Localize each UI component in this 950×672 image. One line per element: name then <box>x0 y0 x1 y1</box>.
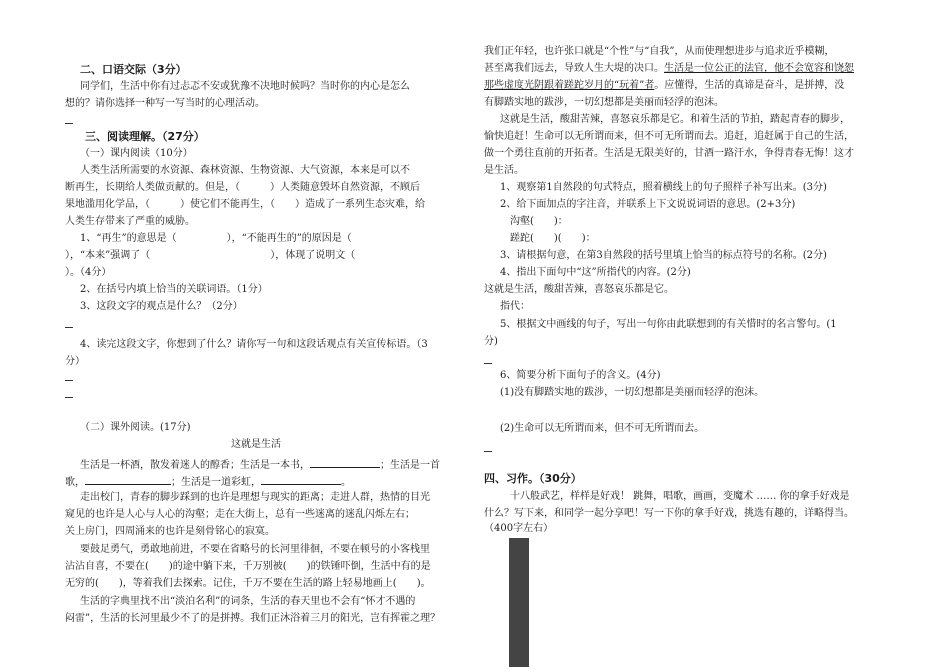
r-line-6: 愉快追赶！生命可以无所谓而来，但不可无所谓而去。追赶，追赶属于自己的生活， <box>484 131 854 142</box>
rq4-sentence: 这就是生活，酸甜苦辣，喜怒哀乐都是它。 <box>484 284 674 295</box>
rq6: 6、简要分析下面句子的含义。(4分) <box>500 370 661 381</box>
r-line-5: 这就是生活，酸甜苦辣，喜怒哀乐都是它。和着生活的节拍，踏起青春的脚步， <box>500 114 850 125</box>
rq1: 1、观察第1自然段的句式特点，照着横线上的句子照样子补写出来。(3分) <box>500 182 827 193</box>
rq5-line-2: 分) <box>484 336 498 347</box>
passage-1-title: （一）课内阅读（10分） <box>80 148 193 159</box>
s4-line-2: 什么？写下来，和同学一起分享吧！写一下你的拿手好戏，挑选有趣的，详略得当。 <box>484 508 854 519</box>
s4-line-3: （400字左右） <box>484 523 554 534</box>
answer-mark <box>65 397 73 398</box>
rq4-answer-label: 指代： <box>500 301 530 312</box>
grid-row <box>510 619 529 635</box>
p2-line-5: 关上房门，四周涌来的也许是刻骨铭心的寂寞。 <box>65 526 275 537</box>
answer-mark <box>65 380 73 381</box>
grid-cell[interactable] <box>528 539 529 555</box>
rq6a: (1)没有脚踏实地的跋涉，一切幻想都是美丽而轻浮的泡沫。 <box>500 387 765 398</box>
q4-line-1: 4、读完这段文字，你想到了什么？请你写一句和这段话观点有关宣传标语。（3 <box>80 339 428 350</box>
rq2: 2、给下面加点的字注音，并联系上下文说说词语的意思。(2+3分) <box>500 199 796 210</box>
p1-line-3: 果地滥用化学品，（ ）使它们不能再生，（ ）造成了一系列生态灾难，给 <box>65 199 425 210</box>
p2-line-8: 无穷的( )，等着我们去探索。记住，千万不要在生活的路上轻易地画上( )。 <box>65 578 431 589</box>
rq5-line-1: 5、根据文中画线的句子，写出一句你由此联想到的有关惜时的名言警句。(1 <box>500 319 837 330</box>
grid-cell[interactable] <box>528 571 529 587</box>
grid-cell[interactable] <box>528 619 529 635</box>
grid-row <box>510 587 529 603</box>
underlined-sentence: 生活是一位公正的法官，他不会宽容和饶恕 <box>664 63 854 74</box>
s2-line-1: 同学们，生活中你有过忐忑不安或犹豫不决地时候吗？当时你的内心是怎么 <box>80 81 410 92</box>
section-3-title: 三、阅读理解。（27分） <box>85 130 205 143</box>
answer-mark <box>484 451 492 452</box>
p1-line-4: 人类生存带来了严重的威胁。 <box>65 216 195 227</box>
grid-row <box>510 539 529 555</box>
grid-row <box>510 635 529 651</box>
grid-cell[interactable] <box>528 635 529 651</box>
rq4: 4、指出下面句中“这”所指代的内容。(2分) <box>500 267 691 278</box>
q1-line-2: ），“本来”强调了（ ），体现了说明文（ <box>65 250 356 261</box>
section-4-title: 四、习作。（30分） <box>484 472 582 485</box>
grid-row <box>510 603 529 619</box>
grid-cell[interactable] <box>528 587 529 603</box>
p1-line-2: 断再生，长期给人类做贡献的。但是，（ ）人类随意毁坏自然资源，不顾后 <box>65 182 420 193</box>
q2: 2、在括号内填上恰当的关联词语。（1分） <box>80 284 268 295</box>
grid-row <box>510 555 529 571</box>
passage-2-title: （二）课外阅读。(17分) <box>80 422 191 433</box>
grid-cell[interactable] <box>528 603 529 619</box>
rq3: 3、请根据句意，在第3自然段的括号里填上恰当的标点符号的名称。(2分) <box>500 250 827 261</box>
p2-line-2: 歌， ；生活是一道彩虹， 。 <box>65 473 351 490</box>
grid-cell[interactable] <box>528 555 529 571</box>
q4-line-2: 分） <box>65 356 85 367</box>
grid-row <box>510 651 529 667</box>
p2-line-7: 沾沾自喜，不要在( )的途中躺下来，千万别被( )的铁锤吓倒，生活中有的是 <box>65 561 431 572</box>
s4-line-1: 十八般武艺，样样是好戏！ 跳舞，唱歌，画画，变魔术 …… 你的拿手好戏是 <box>510 491 850 502</box>
answer-mark <box>484 363 492 364</box>
p2-line-1: 生活是一杯酒，散发着迷人的醇香；生活是一本书， ；生活是一首 <box>80 456 440 473</box>
rq2a: 沟壑( )： <box>510 216 568 227</box>
rq6b: (2)生命可以无所谓而来，但不可无所谓而去。 <box>500 423 705 434</box>
grid-cell[interactable] <box>528 651 529 667</box>
passage-2-heading: 这就是生活 <box>231 439 281 450</box>
r-line-4: 有脚踏实地的跋涉，一切幻想都是美丽而轻浮的泡沫。 <box>484 97 724 108</box>
p2-line-10: 闷雷”，生活的长河里最少不了的是拼搏。我们正沐浴着三月的阳光，岂有挥霍之理？ <box>65 613 441 624</box>
r-line-3: 那些虚度光阴跟着蹉跎岁月的“玩着”者。应懂得，生活的真谛是奋斗，是拼搏，没 <box>484 80 845 91</box>
grid-row <box>510 571 529 587</box>
q3: 3、这段文字的观点是什么？（2分） <box>80 301 243 312</box>
p2-line-4: 窥见的也许是人心与人心的沟壑；走在大街上，总有一些迷离的迷乱闪烁左右； <box>65 509 415 520</box>
p2-line-6: 要鼓足勇气，勇敢地前进，不要在省略号的长河里徘徊，不要在顿号的小客栈里 <box>80 544 430 555</box>
r-line-1: 我们正年轻，也许张口就是“个性”与“自我”，从而使理想进步与追求近乎模糊， <box>484 46 835 57</box>
r-line-8: 是生活。 <box>484 165 524 176</box>
answer-mark <box>65 123 73 124</box>
r-line-2: 甚至离我们远去，导致人生大堤的决口。生活是一位公正的法官，他不会宽容和饶恕 <box>484 63 854 74</box>
r-line-7: 做一个勇往直前的开拓者。生活是无限美好的，甘酒一路汗水，争得青春无悔！这才 <box>484 148 854 159</box>
underlined-sentence: 那些虚度光阴跟着蹉跎岁月的“玩着”者 <box>484 80 655 91</box>
composition-grid <box>509 538 529 667</box>
q1-line-1: 1、“再生”的意思是（ ），“不能再生的”的原因是（ <box>80 233 352 244</box>
section-2-title: 二、口语交际（3分） <box>80 63 187 76</box>
p1-line-1: 人类生活所需要的水资源、森林资源、生物资源、大气资源，本来是可以不 <box>80 165 410 176</box>
answer-mark <box>65 327 73 328</box>
s2-line-2: 想的？请你选择一种写一写当时的心理活动。 <box>65 98 265 109</box>
rq2b: 蹉跎( )( )： <box>510 233 596 244</box>
p2-line-3: 走出校门，青春的脚步踩到的也许是理想与现实的距离；走进人群，热情的目光 <box>80 492 430 503</box>
p2-line-9: 生活的字典里找不出“淡泊名利”的词条，生活的春天里也不会有“怀才不遇的 <box>80 596 416 607</box>
q1-line-3: ）。（4分） <box>65 267 112 278</box>
